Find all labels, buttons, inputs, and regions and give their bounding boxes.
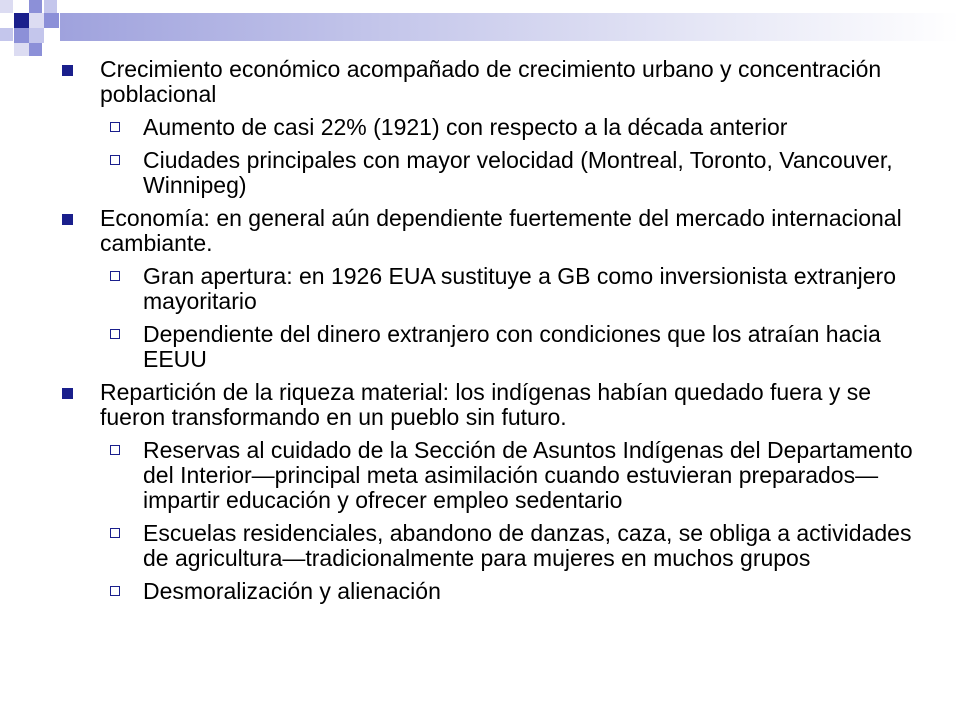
- square-bullet-icon: [62, 388, 73, 399]
- decor-square-10: [14, 43, 29, 56]
- bullet-level2: [58, 264, 938, 314]
- decor-square-11: [29, 43, 42, 56]
- slide-content: [58, 57, 938, 612]
- bullet-text: Crecimiento económico acompañado de crecimiento urbano y concentración poblacional: [100, 56, 882, 107]
- hollow-square-bullet-icon: [110, 155, 120, 165]
- decor-square-2: [29, 0, 42, 13]
- decor-square-5: [29, 13, 44, 28]
- hollow-square-bullet-icon: [110, 445, 120, 455]
- hollow-square-bullet-icon: [110, 329, 120, 339]
- decor-square-9: [29, 28, 44, 43]
- bullet-text: Gran apertura: en 1926 EUA sustituye a GB como inversionista extranjero mayoritario: [143, 263, 897, 314]
- square-bullet-icon: [62, 214, 73, 225]
- bullet-level1: [58, 57, 938, 107]
- bullet-text: Repartición de la riqueza material: los indígenas habían quedado fuera y se fueron transformando en un pueblo sin futuro.: [100, 379, 871, 430]
- bullet-text: Dependiente del dinero extranjero con condiciones que los atraían hacia EEUU: [143, 321, 881, 372]
- bullet-level2: [58, 322, 938, 372]
- bullet-text: Economía: en general aún dependiente fuertemente del mercado internacional cambiante.: [100, 205, 902, 256]
- decor-square-1: [0, 0, 13, 13]
- hollow-square-bullet-icon: [110, 528, 120, 538]
- hollow-square-bullet-icon: [110, 122, 120, 132]
- header-gradient-bar: [60, 13, 960, 41]
- bullet-level1: [58, 206, 938, 256]
- decor-square-6: [44, 13, 59, 28]
- hollow-square-bullet-icon: [110, 586, 120, 596]
- bullet-text: Aumento de casi 22% (1921) con respecto a la década anterior: [143, 114, 788, 140]
- bullet-text: Desmoralización y alienación: [143, 578, 441, 604]
- bullet-text: Escuelas residenciales, abandono de danzas, caza, se obliga a actividades de agricultura—tradicionalmente para mujeres en muchos grupos: [143, 520, 912, 571]
- bullet-level2: [58, 148, 938, 198]
- hollow-square-bullet-icon: [110, 271, 120, 281]
- bullet-level2: [58, 115, 938, 140]
- bullet-level2: [58, 579, 938, 604]
- decor-square-3: [44, 0, 57, 13]
- bullet-level2: [58, 521, 938, 571]
- decor-square-4: [14, 13, 29, 28]
- bullet-text: Ciudades principales con mayor velocidad (Montreal, Toronto, Vancouver, Winnipeg): [143, 147, 893, 198]
- decor-square-8: [14, 28, 29, 43]
- decor-square-7: [0, 28, 13, 41]
- bullet-text: Reservas al cuidado de la Sección de Asuntos Indígenas del Departamento del Interior—principal meta asimilación cuando estuvieran preparados—impartir educación y ofrecer empleo sedentario: [143, 437, 913, 513]
- square-bullet-icon: [62, 65, 73, 76]
- bullet-level2: [58, 438, 938, 513]
- bullet-level1: [58, 380, 938, 430]
